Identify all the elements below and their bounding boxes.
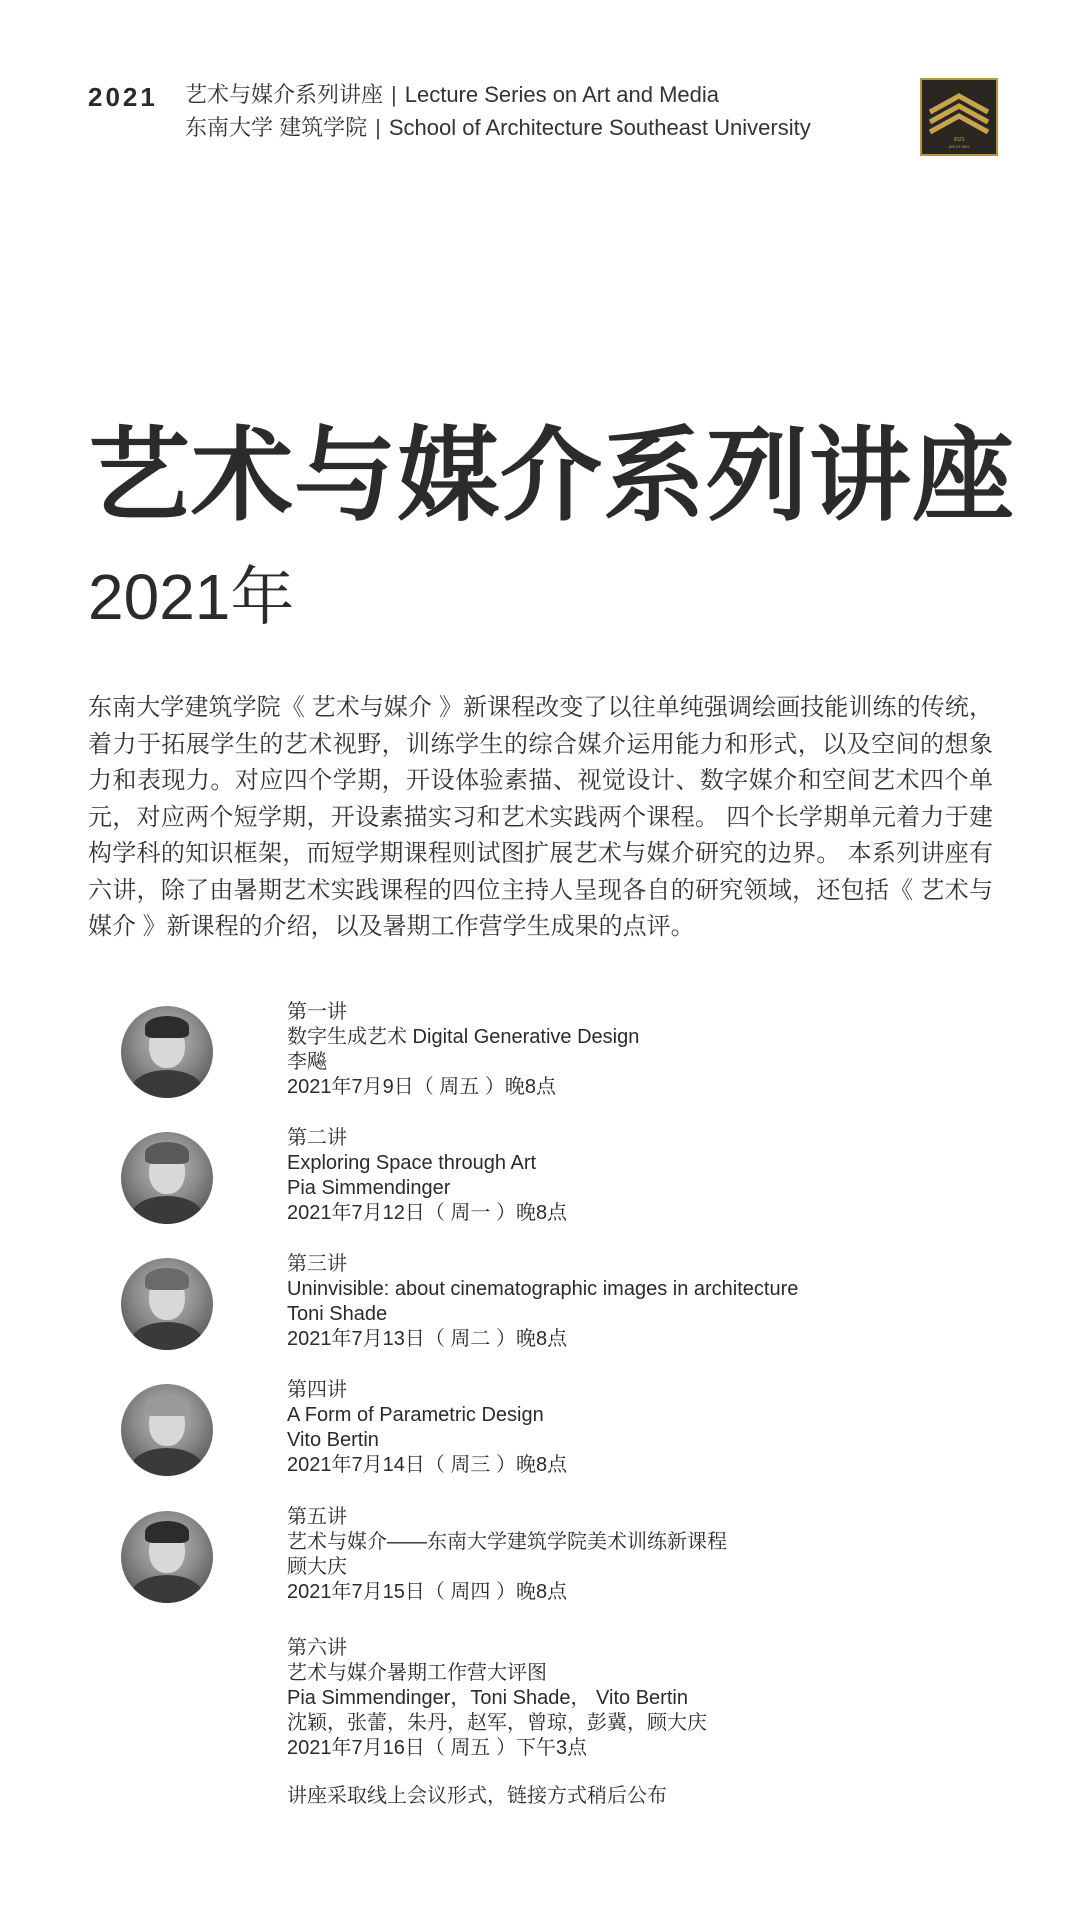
lecture-number: 第五讲 — [287, 1506, 347, 1528]
lecture-topic: Exploring Space through Art — [287, 1152, 537, 1174]
logo-text-top: 2021 — [953, 137, 965, 143]
lecture-details — [287, 1505, 727, 1605]
lecture-item-3 — [0, 1252, 1080, 1364]
header-school-en: School of Architecture Southeast University — [388, 115, 811, 140]
lecture-speaker: 李飚 — [287, 1051, 327, 1073]
lecture-item-5 — [0, 1505, 1080, 1617]
lecture-topic: Uninvisible: about cinematographic images in architecture — [287, 1278, 799, 1300]
lecture-number: 第六讲 — [287, 1637, 347, 1659]
lecture-number: 第一讲 — [287, 1001, 347, 1023]
lecture-time: 2021年7月16日（ 周五 ）下午3点 — [287, 1737, 588, 1759]
speaker-avatar — [121, 1006, 213, 1098]
lecture-speaker: Vito Bertin — [287, 1429, 379, 1451]
lecture-speakers-2: 沈颖，张蕾，朱丹，赵军，曾琼，彭冀，顾大庆 — [287, 1712, 707, 1734]
chevron-stack-logo-icon — [920, 78, 998, 156]
online-format-note: 讲座采取线上会议形式，链接方式稍后公布 — [287, 1785, 667, 1807]
header-line-2 — [185, 111, 811, 144]
header-school-cn: 东南大学 建筑学院 — [185, 115, 368, 140]
lecture-time: 2021年7月15日（ 周四 ）晚8点 — [287, 1581, 568, 1603]
lecture-time: 2021年7月12日（ 周一 ）晚8点 — [287, 1202, 568, 1224]
lecture-time: 2021年7月13日（ 周二 ）晚8点 — [287, 1328, 568, 1350]
header-series-en: Lecture Series on Art and Media — [404, 82, 720, 107]
lecture-time: 2021年7月9日（ 周五 ）晚8点 — [287, 1076, 556, 1098]
intro-paragraph: 东南大学建筑学院《 艺术与媒介 》新课程改变了以往单纯强调绘画技能训练的传统，着力于拓展学生的艺术视野，训练学生的综合媒介运用能力和形式，以及空间的想象力和表现力。对应四个学期，开设体验素描、视觉设计、数字媒介和空间艺术四个单元，对应两个短学期，开设素描实习和艺术实践两个课程。 四个长学期单元着力于建构学科的知识框架，而短学期课程则试图扩展艺术与媒介研究的边界。 本系列讲座有六讲，除了由暑期艺术实践课程的四位主持人呈现各自的研究领域，还包括《 艺术与媒介 》新课程的介绍，以及暑期工作营学生成果的点评。 — [88, 694, 993, 940]
header-separator: | — [391, 82, 397, 107]
lecture-topic: 数字生成艺术 Digital Generative Design — [287, 1026, 640, 1048]
lecture-number: 第二讲 — [287, 1127, 347, 1149]
page-title: 艺术与媒介系列讲座 — [88, 419, 1015, 533]
lecture-details — [287, 1126, 567, 1226]
speaker-avatar — [121, 1511, 213, 1603]
lecture-details — [287, 1252, 798, 1352]
lecture-item-1 — [0, 1000, 1080, 1112]
lecture-number: 第三讲 — [287, 1253, 347, 1275]
lecture-topic: A Form of Parametric Design — [287, 1404, 544, 1426]
header-line-1 — [185, 78, 811, 111]
lecture-details — [287, 1378, 567, 1478]
header-lines — [185, 78, 811, 144]
lecture-speaker: Toni Shade — [287, 1303, 388, 1325]
lecture-topic: 艺术与媒介——东南大学建筑学院美术训练新课程 — [287, 1531, 727, 1553]
speaker-avatar — [121, 1258, 213, 1350]
lecture-details — [287, 1000, 639, 1100]
lecture-speaker: 顾大庆 — [287, 1556, 347, 1578]
header-year: 2021 — [88, 82, 158, 112]
lecture-topic: 艺术与媒介暑期工作营大评图 — [287, 1662, 547, 1684]
lecture-speaker: Pia Simmendinger — [287, 1177, 451, 1199]
header-separator: | — [375, 115, 381, 140]
lecture-number: 第四讲 — [287, 1379, 347, 1401]
logo-text-bottom: ARCH SEU — [948, 144, 970, 149]
lecture-speakers: Pia Simmendinger，Toni Shade， Vito Bertin — [287, 1687, 688, 1709]
header — [88, 78, 1008, 168]
page-subtitle-year: 2021年 — [88, 561, 295, 633]
lecture-item-2 — [0, 1126, 1080, 1238]
header-series-cn: 艺术与媒介系列讲座 — [185, 82, 384, 107]
speaker-avatar — [121, 1132, 213, 1224]
speaker-avatar — [121, 1384, 213, 1476]
lecture-item-6 — [287, 1636, 707, 1761]
logo-graphic — [922, 80, 996, 154]
lecture-time: 2021年7月14日（ 周三 ）晚8点 — [287, 1454, 568, 1476]
lecture-item-4 — [0, 1378, 1080, 1490]
